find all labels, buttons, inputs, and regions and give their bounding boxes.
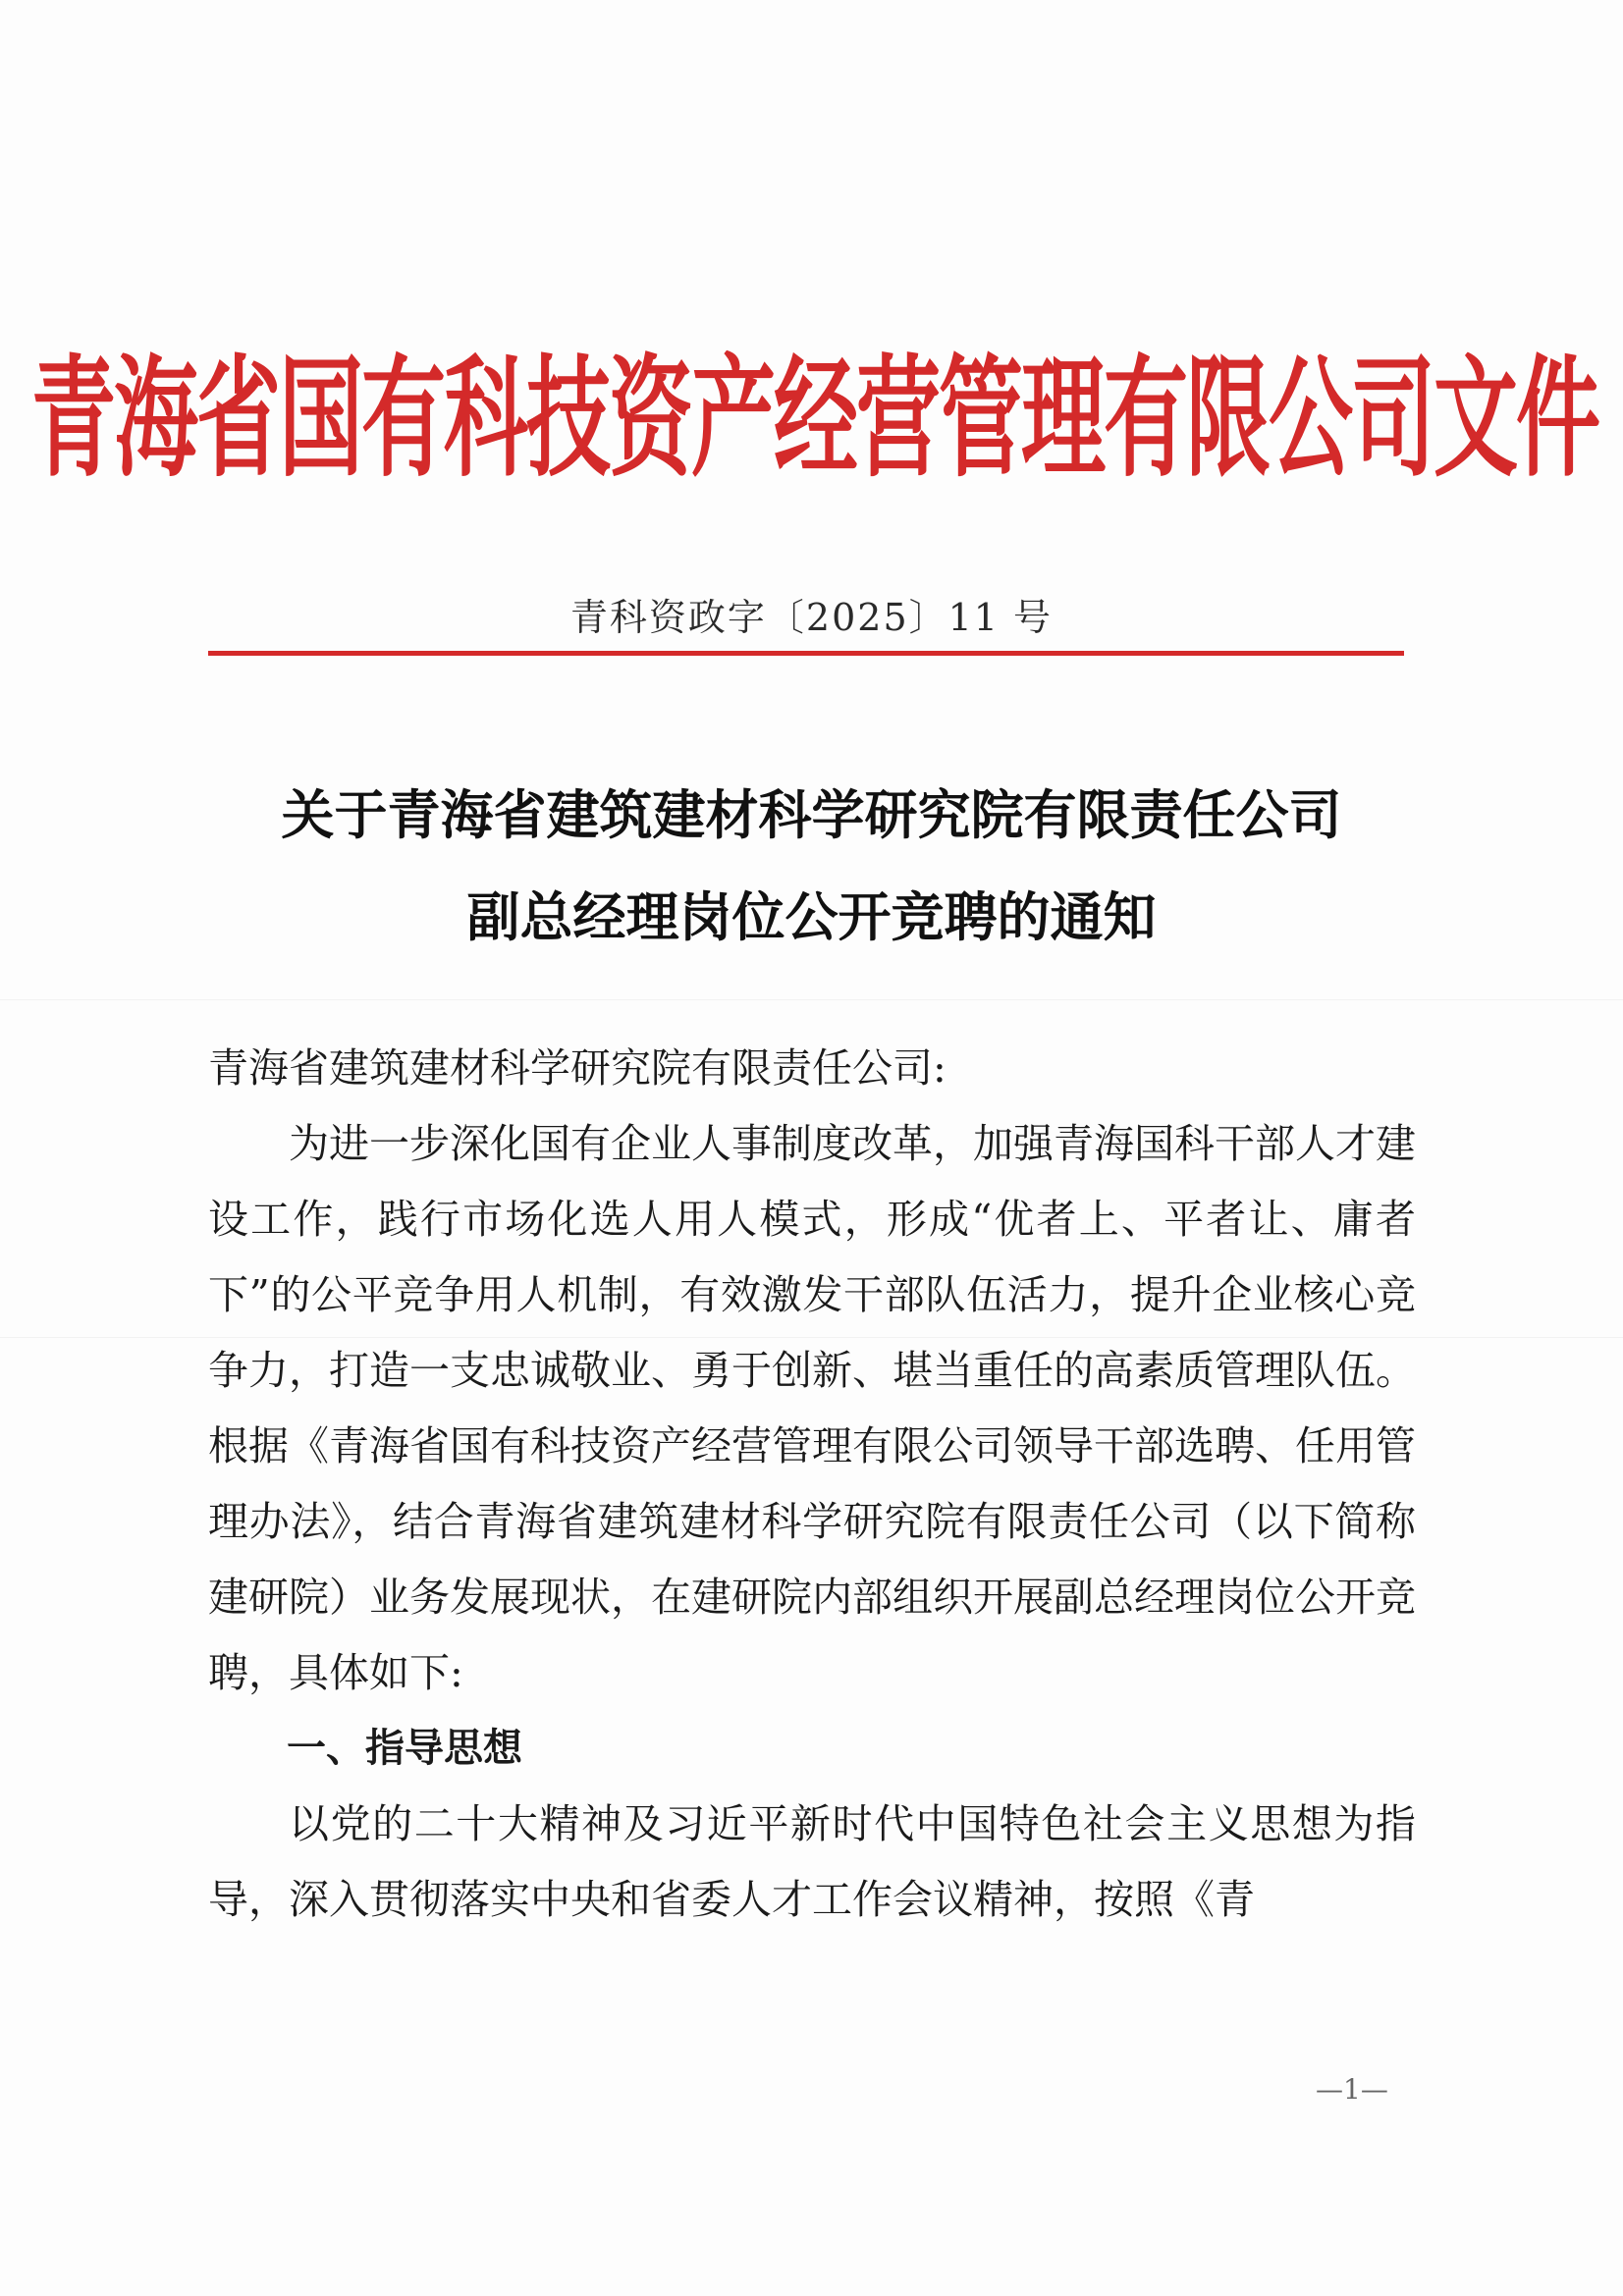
notice-title-line-1: 关于青海省建筑建材科学研究院有限责任公司 (281, 784, 1342, 846)
addressee: 青海省建筑建材科学研究院有限责任公司: (208, 1044, 947, 1092)
notice-title-line-2: 副总经理岗位公开竞聘的通知 (466, 886, 1157, 948)
body-paragraph-1: 为进一步深化国有企业人事制度改革，加强青海国科干部人才建设工作，践行市场化选人用人模式，形成“优者上、平者让、庸者下”的公平竞争用人机制，有效激发干部队伍活力，提升企业核心竞争力，打造一支忠诚敬业、勇于创新、堪当重任的高素质管理队伍。根据《青海省国有科技资产经营管理有限公司领导干部选聘、任用管理办法》，结合青海省建筑建材科学研究院有限责任公司（以下简称建研院）业务发展现状，在建研院内部组织开展副总经理岗位公开竞聘，具体如下: (208, 1120, 1416, 1696)
issuing-organization-title: 青海省国有科技资产经营管理有限公司文件 (31, 343, 1598, 496)
body-paragraph-2: 以党的二十大精神及习近平新时代中国特色社会主义思想为指导，深入贯彻落实中央和省委人才工作会议精神，按照《青 (208, 1800, 1416, 1923)
document-number: 青科资政字〔2025〕11 号 (569, 596, 1054, 639)
scan-artifact (0, 999, 1623, 1000)
section-heading-guiding-ideology: 一、指导思想 (287, 1726, 522, 1771)
page-number: —1— (1316, 2073, 1388, 2106)
red-divider-line (208, 651, 1404, 656)
document-body (208, 1031, 1416, 1938)
